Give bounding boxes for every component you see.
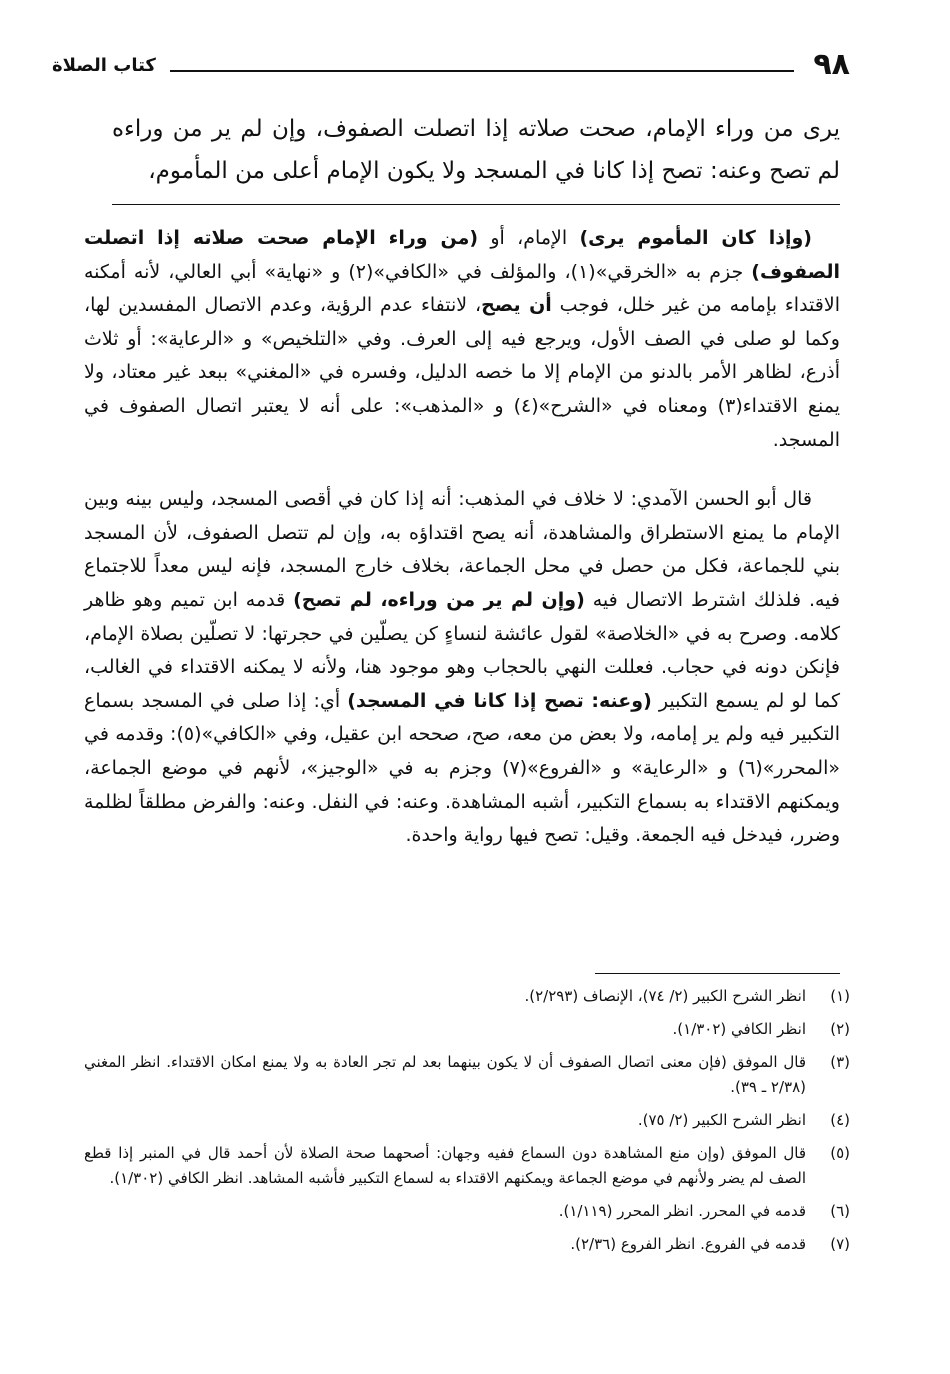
commentary-paragraph-1 [84, 222, 840, 457]
running-header [52, 48, 850, 88]
footnote [84, 1199, 850, 1224]
footnote [84, 1017, 850, 1042]
footnote-text: انظر الشرح الكبير (٢/ ٧٤)، الإنصاف (٢/٢٩٣). [524, 987, 806, 1005]
footnote-number: (٥) [830, 1144, 850, 1162]
commentary-text: ، لانتفاء عدم الرؤية، وعدم الاتصال المفسدين لها، وكما لو صلى في الصف الأول، ويرجع فيه إلى العرف. وفي «التلخيص» و «الرعاية»: أو ثلاث أذرع، لظاهر الأمر بالدنو من الإمام إلا ما خصه الدليل، وفسره في «المغني» ببعد غير معتاد، ولا يمنع الاقتداء(٣) ومعناه في «الشرح»(٤) و «المذهب»: على أنه لا يعتبر اتصال الصفوف في المسجد. [84, 294, 841, 451]
page-number: ٩٨ [813, 47, 850, 82]
bold-quote: (وإذا كان المأموم يرى) [579, 227, 812, 249]
book-title: كتاب الصلاة [52, 55, 156, 76]
matn-text: يرى من وراء الإمام، صحت صلاته إذا اتصلت الصفوف، وإن لم ير من وراءه لم تصح وعنه: تصح إذا كانا في المسجد ولا يكون الإمام أعلى من المأموم، [112, 116, 840, 184]
footnote-text: انظر الشرح الكبير (٢/ ٧٥). [637, 1111, 806, 1129]
footnote [84, 984, 850, 1009]
commentary-paragraph-2 [84, 483, 840, 853]
footnote-number: (٢) [830, 1020, 850, 1038]
bold-quote: (من وراء الإمام صحت صلاته إذا اتصلت الصفوف) [84, 227, 841, 283]
commentary-text: الإمام، أو [478, 227, 580, 249]
bold-phrase: أن يصح [481, 294, 552, 317]
footnote [84, 1232, 850, 1257]
footnote-rule [595, 973, 840, 974]
footnotes [84, 984, 850, 1265]
commentary-text: قال أبو الحسن الآمدي: لا خلاف في المذهب: أنه إذا كان في أقصى المسجد، وليس بينه وبين الإمام ما يمنع الاستطراق والمشاهدة، أنه يصح اقتداؤه به، وإن لم تتصل الصفوف، لأن المسجد بني للجماعة، فكل من حصل في محل الجماعة، بخلاف خارج المسجد، فإنه ليس معداً للاجتماع فيه. فلذلك اشترط الاتصال فيه [84, 488, 840, 611]
footnote-number: (٣) [830, 1053, 850, 1071]
footnote-number: (٤) [830, 1111, 850, 1129]
footnote-number: (٦) [830, 1202, 850, 1220]
footnote-number: (١) [830, 987, 850, 1005]
footnote-number: (٧) [830, 1235, 850, 1253]
footnote-text: قدمه في المحرر. انظر المحرر (١/١١٩). [558, 1202, 806, 1220]
footnote-text: انظر الكافي (١/٣٠٢). [672, 1020, 806, 1038]
footnote [84, 1141, 850, 1191]
footnote-text: قدمه في الفروع. انظر الفروع (٢/٣٦). [570, 1235, 806, 1253]
commentary-text: أي: إذا صلى في المسجد بسماع التكبير فيه ولم ير إمامه، ولا بعض من معه، صح، صححه ابن عقيل، وفي «الكافي»(٥): وقدمه في «المحرر»(٦) و «الرعاية» و «الفروع»(٧) وجزم به في «الوجيز»، لأنهم في موضع الجماعة، ويمكنهم الاقتداء به بسماع التكبير، أشبه المشاهدة. وعنه: في النفل. وعنه: والفرض مطلقاً لظلمة وضرر، فيدخل فيه الجمعة. وقيل: تصح فيها رواية واحدة. [84, 689, 840, 847]
footnote-text: قال الموفق (فإن معنى اتصال الصفوف أن لا يكون بينهما بعد لم تجر العادة به ولا يمنع امكان الاقتداء. انظر المغني (٢/٣٨ ـ ٣٩). [84, 1053, 806, 1096]
matn-divider [112, 204, 840, 205]
commentary-text: قدمه ابن تميم وهو ظاهر كلامه. وصرح به في «الخلاصة» لقول عائشة لنساءٍ كن يصلّين في حجرتها: لا تصلّين بصلاة الإمام، فإنكن دونه في حجاب. فعللت النهي بالحجاب وهو موجود هنا، ولأنه لا يمكنه الاقتداء في الغالب، كما لو لم يسمع التكبير [84, 588, 840, 712]
header-rule [170, 70, 794, 72]
commentary [84, 222, 840, 853]
commentary-text: جزم به «الخرقي»(١)، والمؤلف في «الكافي»(٢) و «نهاية» أبي العالي، لأنه أمكنه الاقتداء بإمامه من غير خلل، فوجب [84, 260, 840, 317]
footnote [84, 1108, 850, 1133]
footnote [84, 1050, 850, 1100]
footnote-text: قال الموفق (وإن منع المشاهدة دون السماع ففيه وجهان: أصحهما صحة الصلاة لأن أحمد قال في المنبر إذا قطع الصف لم يضر ولأنهم في موضع الجماعة ويمكنهم الاقتداء به لسماع التكبير فأشبه المشاهد. انظر الكافي (١/٣٠٢). [84, 1144, 806, 1187]
bold-quote: (وعنه: تصح إذا كانا في المسجد) [347, 689, 652, 712]
bold-quote: (وإن لم ير من وراءه، لم تصح) [293, 588, 585, 611]
